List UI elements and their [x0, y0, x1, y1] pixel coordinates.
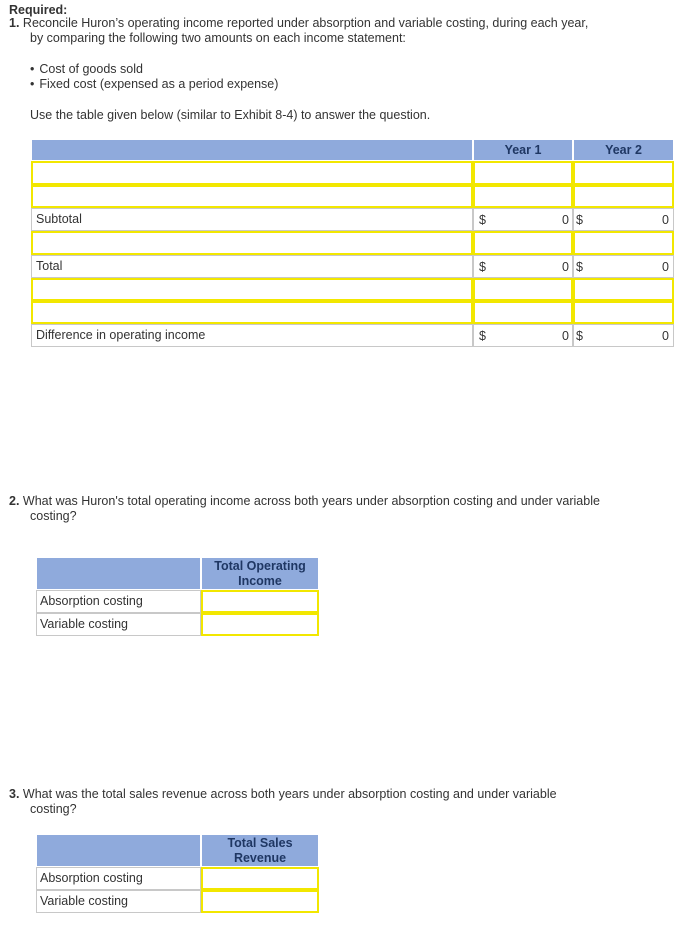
table1-header-year2: [573, 139, 674, 161]
difference-year2-currency: $: [576, 329, 583, 343]
difference-year1-value: 0: [562, 329, 569, 343]
subtotal-year2: [573, 208, 674, 231]
table1-header-year1: [473, 139, 573, 161]
total-year2-currency: $: [576, 260, 583, 274]
row-d-label-input[interactable]: [31, 278, 473, 301]
subtotal-row: [31, 208, 473, 231]
total-year1-value: 0: [562, 260, 569, 274]
row-b-year1-input[interactable]: [473, 185, 573, 208]
row-c-label-input[interactable]: [31, 231, 473, 255]
row-e-year2-input[interactable]: [573, 301, 674, 324]
row-b-label-input[interactable]: [31, 185, 473, 208]
total-year2: [573, 255, 674, 278]
q3-number: 3.: [9, 787, 20, 801]
q3-row-variable: [36, 890, 201, 913]
difference-row: [31, 324, 473, 347]
difference-label: Difference in operating income: [36, 328, 206, 342]
subtotal-year2-currency: $: [576, 213, 583, 227]
subtotal-label: Subtotal: [36, 212, 82, 226]
q3-variable-label: Variable costing: [40, 894, 129, 908]
row-d-year1-input[interactable]: [473, 278, 573, 301]
table1-header-blank: [31, 139, 473, 161]
q1-text-line2: by comparing the following two amounts on each income statement:: [30, 31, 406, 45]
q2-row-absorption: [36, 590, 201, 613]
difference-year1-currency: $: [479, 329, 486, 343]
q2-absorption-input[interactable]: [201, 590, 319, 613]
q2-variable-label: Variable costing: [40, 617, 129, 631]
q2-header-line1: Total Operating: [214, 559, 306, 573]
q2-header-blank: [36, 557, 201, 590]
subtotal-year2-value: 0: [662, 213, 669, 227]
bullet-item-fixed-cost: • Fixed cost (expensed as a period expense): [30, 77, 278, 92]
difference-year2: [573, 324, 674, 347]
row-d-year2-input[interactable]: [573, 278, 674, 301]
subtotal-year1-currency: $: [479, 213, 486, 227]
q3-text: [9, 787, 557, 802]
q3-header-blank: [36, 834, 201, 867]
row-b-year2-input[interactable]: [573, 185, 674, 208]
q2-text: [9, 494, 600, 509]
q3-text-line2: costing?: [30, 802, 77, 816]
difference-year1: [473, 324, 573, 347]
q3-header-total-sales-revenue: [201, 834, 319, 867]
total-row: [31, 255, 473, 278]
q2-absorption-label: Absorption costing: [40, 594, 143, 608]
row-e-label-input[interactable]: [31, 301, 473, 324]
q2-number: 2.: [9, 494, 20, 508]
difference-year2-value: 0: [662, 329, 669, 343]
q1-text: [9, 16, 588, 31]
q1-bullet-list: [30, 62, 278, 92]
required-title: Required:: [9, 3, 68, 17]
total-year1: [473, 255, 573, 278]
subtotal-year1: [473, 208, 573, 231]
q2-header-total-operating-income: [201, 557, 319, 590]
q2-variable-input[interactable]: [201, 613, 319, 636]
q3-absorption-label: Absorption costing: [40, 871, 143, 885]
year1-header: Year 1: [504, 143, 542, 157]
q1-number: 1.: [9, 16, 20, 30]
row-a-year1-input[interactable]: [473, 161, 573, 185]
row-a-year2-input[interactable]: [573, 161, 674, 185]
total-label: Total: [36, 259, 63, 273]
total-year1-currency: $: [479, 260, 486, 274]
q1-instruction: Use the table given below (similar to Exhibit 8-4) to answer the question.: [30, 108, 431, 122]
q3-text-line1: What was the total sales revenue across both years under absorption costing and under variable: [22, 787, 557, 801]
q2-row-variable: [36, 613, 201, 636]
total-year2-value: 0: [662, 260, 669, 274]
row-e-year1-input[interactable]: [473, 301, 573, 324]
row-c-year2-input[interactable]: [573, 231, 674, 255]
q2-header-line2: Income: [238, 574, 282, 588]
q3-header-line2: Revenue: [233, 851, 287, 865]
q3-variable-input[interactable]: [201, 890, 319, 913]
q2-text-line2: costing?: [30, 509, 77, 523]
q3-row-absorption: [36, 867, 201, 890]
q3-absorption-input[interactable]: [201, 867, 319, 890]
q3-header-line1: Total Sales: [227, 836, 293, 850]
q2-text-line1: What was Huron's total operating income across both years under absorption costing and under variable: [22, 494, 600, 508]
year2-header: Year 2: [605, 143, 642, 157]
row-a-label-input[interactable]: [31, 161, 473, 185]
bullet-item-cogs: • Cost of goods sold: [30, 62, 278, 77]
q1-text-line1: Reconcile Huron’s operating income reported under absorption and variable costing, during each year,: [22, 16, 589, 30]
row-c-year1-input[interactable]: [473, 231, 573, 255]
subtotal-year1-value: 0: [562, 213, 569, 227]
